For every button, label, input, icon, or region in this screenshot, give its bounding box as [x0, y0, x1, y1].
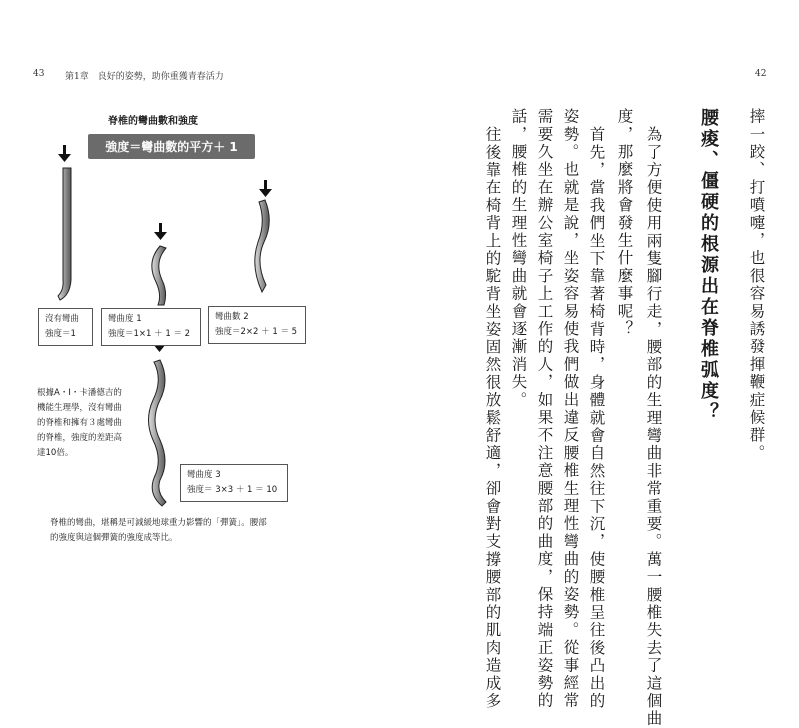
- arrow-down-icon-2: [154, 223, 167, 240]
- text-column-7: 需要久坐在辦公室椅子上工作的人，如果不注意腰部的曲度，保持端正姿勢的: [535, 108, 554, 710]
- box-strength: 強度＝1: [45, 329, 76, 339]
- arrow-down-icon-3: [259, 180, 272, 197]
- box-label: 彎曲度 1: [108, 314, 142, 324]
- page-number-right: 42: [755, 69, 767, 79]
- text-column-6: 姿勢。也就是說，坐姿容易使我們做出違反腰椎生理性彎曲的姿勢。從事經常: [561, 108, 580, 710]
- note-line: 的脊椎和擁有３處彎曲: [37, 418, 123, 428]
- box-strength: 強度＝ 3×3 ＋ 1 ＝ 10: [187, 485, 278, 495]
- text-column-4: 度，那麼將會發生什麼事呢？: [615, 108, 634, 339]
- running-header: 第1章 良好的姿勢，助你重獲青春活力: [65, 72, 224, 82]
- text-column-8: 話，腰椎的生理性彎曲就會逐漸消失。: [509, 108, 528, 409]
- figure-title: 脊椎的彎曲數和強度: [108, 116, 198, 127]
- box-label: 沒有彎曲: [45, 314, 80, 324]
- figure-caption: [50, 516, 310, 546]
- text-column-9: 往後靠在椅背上的駝背坐姿固然很放鬆舒適，卻會對支撐腰部的肌肉造成多: [483, 126, 502, 711]
- arrow-down-icon-1: [58, 145, 71, 162]
- section-heading: 腰痠、僵硬的根源出在脊椎弧度？: [698, 108, 719, 423]
- figure-note: [37, 386, 147, 461]
- box-strength: 強度＝1×1 ＋ 1 ＝ 2: [108, 329, 191, 339]
- caption-line: 的強度與這個彈簧的強度成等比。: [50, 533, 178, 543]
- spine-no-curve: [58, 168, 71, 300]
- box-curve-3: [180, 464, 288, 502]
- note-line: 的脊椎，強度的差距高: [37, 433, 123, 443]
- text-column-1: 摔一跤、打噴嚏，也很容易誘發揮鞭症候群。: [747, 108, 766, 462]
- box-no-curve: [38, 308, 93, 346]
- note-line: 根據A・I・卡潘德吉的: [37, 388, 122, 398]
- note-line: 機能生理學，沒有彎曲: [37, 403, 123, 413]
- box-label: 彎曲數 2: [215, 312, 249, 322]
- box-strength: 強度＝2×2 ＋ 1 ＝ 5: [215, 327, 298, 337]
- caption-line: 脊椎的彎曲，堪稱是可減緩地球重力影響的「彈簧」。腰部: [50, 518, 267, 528]
- spine-curve-3: [149, 360, 167, 506]
- spine-curve-1: [152, 246, 166, 305]
- text-column-5: 首先，當我們坐下靠著椅背時，身體就會自然往下沉，使腰椎呈往後凸出的: [587, 126, 606, 711]
- box-label: 彎曲度 3: [187, 470, 221, 480]
- text-column-3: 為了方便使用兩隻腳行走，腰部的生理彎曲非常重要。萬一腰椎失去了這個曲: [644, 126, 663, 728]
- box-curve-2: [208, 306, 306, 344]
- page-number-left: 43: [33, 69, 45, 79]
- note-line: 達10倍。: [37, 448, 74, 458]
- formula-banner: 強度＝彎曲數的平方＋ 1: [88, 134, 255, 159]
- spine-curve-2: [255, 200, 269, 292]
- box-curve-1: [101, 308, 201, 346]
